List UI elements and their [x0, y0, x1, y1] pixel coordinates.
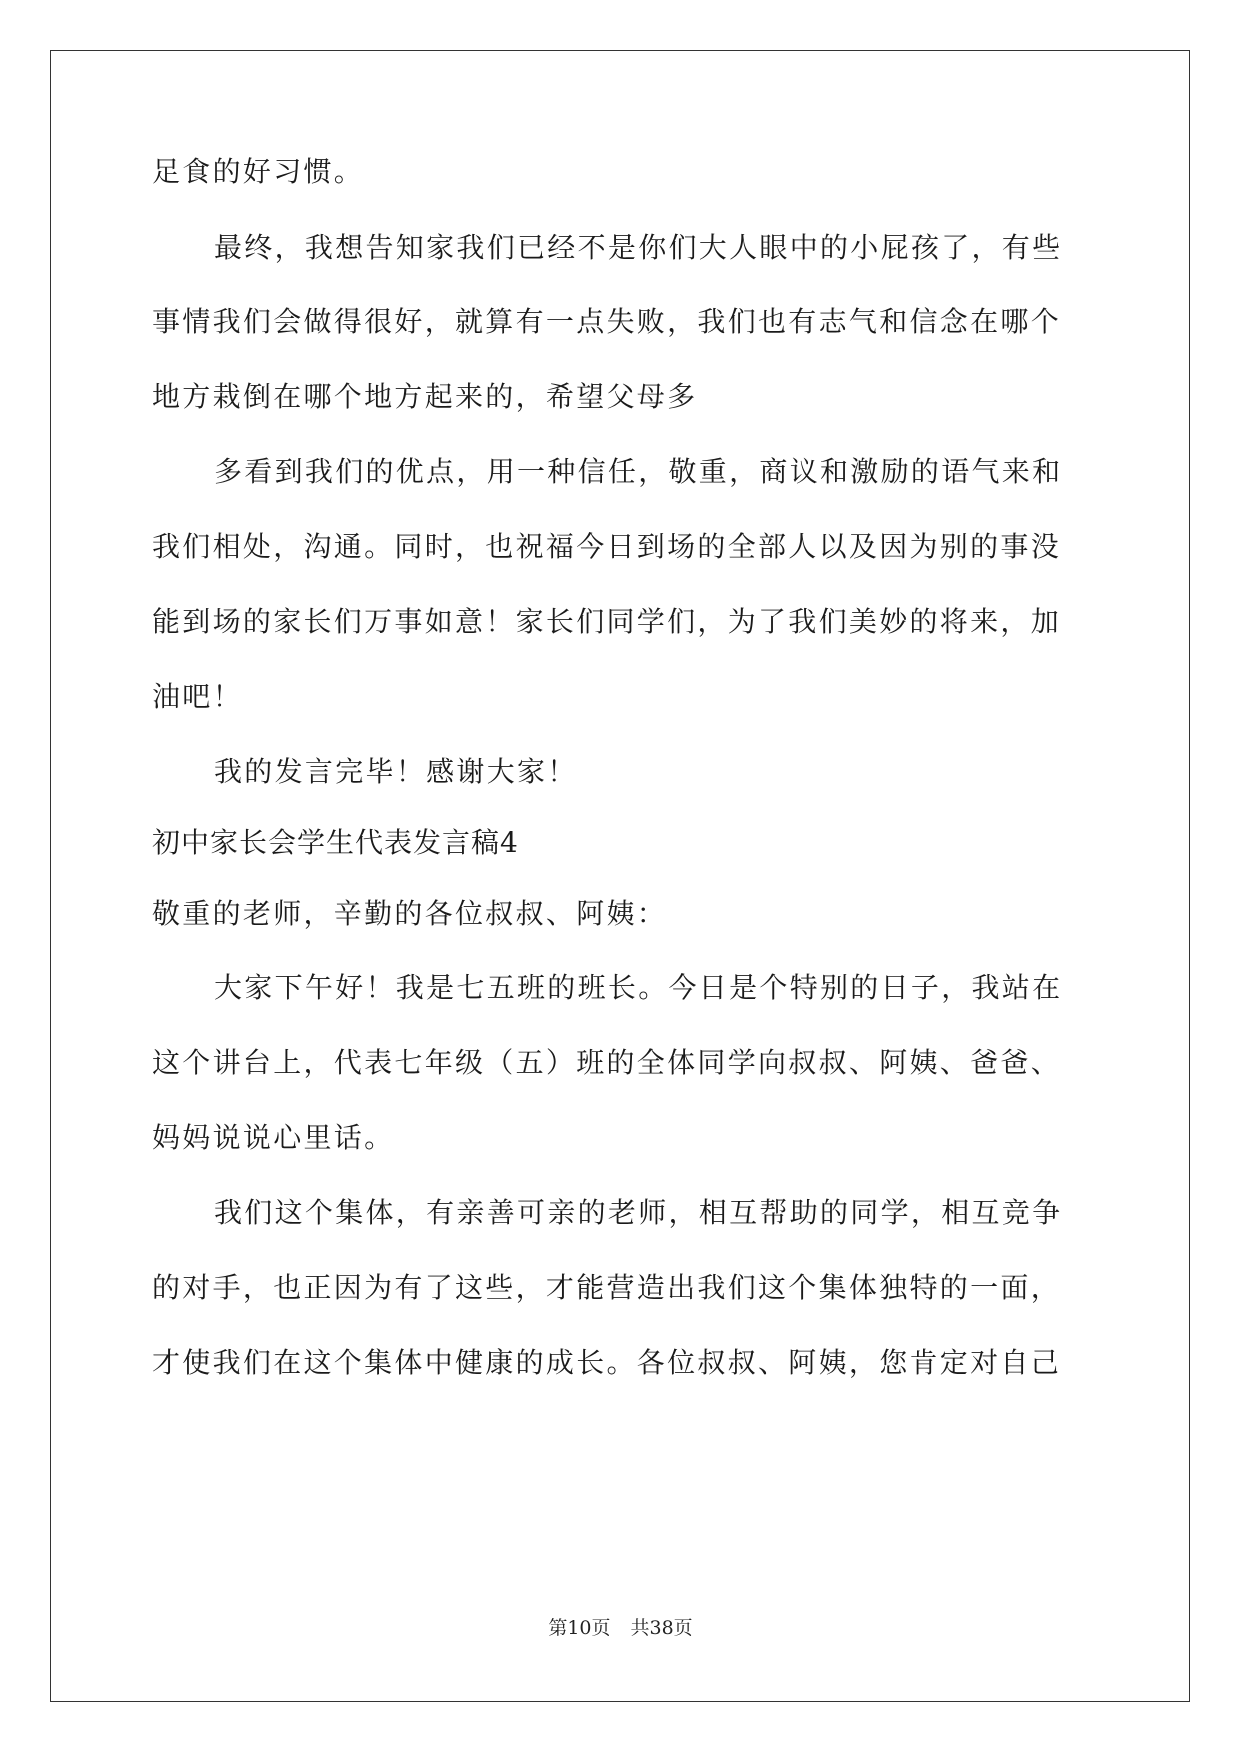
- text-line: 妈妈说说心里话。: [152, 1121, 395, 1154]
- text-line: 我们相处，沟通。同时，也祝福今日到场的全部人以及因为别的事没: [152, 530, 1062, 563]
- text-line: 最终，我想告知家我们已经不是你们大人眼中的小屁孩了，有些: [214, 231, 1063, 264]
- section-heading: 初中家长会学生代表发言稿4: [152, 826, 519, 859]
- page-number: 第10页: [548, 1617, 611, 1639]
- page-total: 共38页: [630, 1617, 693, 1639]
- text-line: 我的发言完毕！感谢大家！: [214, 755, 578, 788]
- text-line: 大家下午好！我是七五班的班长。今日是个特别的日子，我站在: [214, 971, 1063, 1004]
- text-line: 事情我们会做得很好，就算有一点失败，我们也有志气和信念在哪个: [152, 305, 1062, 338]
- text-line: 油吧！: [152, 680, 243, 713]
- text-line: 多看到我们的优点，用一种信任，敬重，商议和激励的语气来和: [214, 455, 1063, 488]
- text-line: 能到场的家长们万事如意！家长们同学们，为了我们美妙的将来，加: [152, 605, 1062, 638]
- text-line: 才使我们在这个集体中健康的成长。各位叔叔、阿姨，您肯定对自己: [152, 1346, 1062, 1379]
- page-border: [50, 50, 1190, 1702]
- text-line: 足食的好习惯。: [152, 155, 365, 188]
- text-line: 这个讲台上，代表七年级（五）班的全体同学向叔叔、阿姨、爸爸、: [152, 1046, 1062, 1079]
- text-line: 地方栽倒在哪个地方起来的，希望父母多: [152, 380, 698, 413]
- text-line: 的对手，也正因为有了这些，才能营造出我们这个集体独特的一面，: [152, 1271, 1062, 1304]
- salutation: 敬重的老师，辛勤的各位叔叔、阿姨：: [152, 897, 668, 930]
- text-line: 我们这个集体，有亲善可亲的老师，相互帮助的同学，相互竞争: [214, 1196, 1063, 1229]
- page-footer: [0, 1616, 1241, 1640]
